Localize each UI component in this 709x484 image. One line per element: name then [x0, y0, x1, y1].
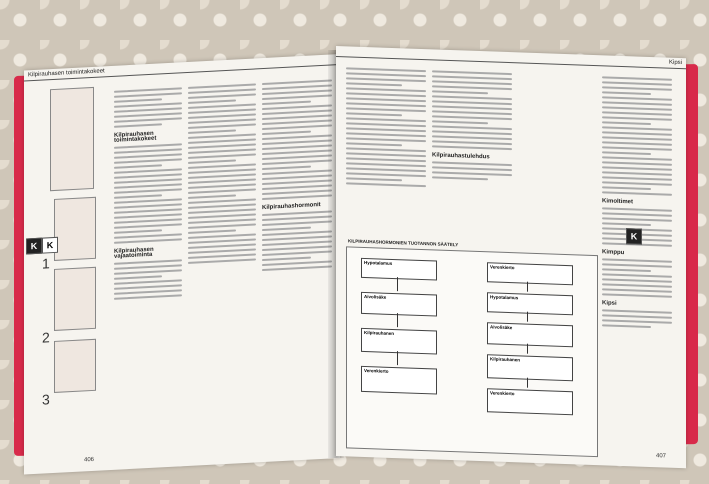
flow-arrow: [527, 312, 528, 322]
gland-illustration-3: [54, 339, 96, 393]
left-text-column-2: [188, 80, 256, 454]
alphabet-tab-k-left-dark: K: [26, 238, 42, 255]
heading-kipsi: Kipsi: [602, 300, 617, 307]
flow-arrow: [527, 344, 528, 354]
gland-illustration-2: [54, 267, 96, 331]
left-page: [24, 54, 340, 475]
figure-number-3: 3: [42, 391, 50, 408]
heading-hypothyroidism: Kilpirauhasen vajaatoiminta: [114, 246, 154, 260]
flow-arrow: [527, 282, 528, 292]
right-text-column-3: [602, 73, 672, 455]
heading-kimoltimet: Kimoltimet: [602, 198, 634, 206]
left-text-column-3: [262, 76, 332, 450]
heading-thyroiditis: Kilpirauhastulehdus: [432, 152, 490, 161]
flow-box-left-3: Verenkierto: [361, 366, 437, 395]
flow-box-right-4: Verenkierto: [487, 388, 573, 415]
heading-kimppu: Kimppu: [602, 249, 625, 257]
flow-box-left-2: Kilpirauhanen: [361, 328, 437, 355]
flow-arrow: [397, 351, 398, 365]
left-text-column-1: [114, 84, 182, 458]
heading-thyroid-hormones: Kilpirauhashormonit: [262, 202, 321, 212]
flow-box-left-1: Aivolisäke: [361, 292, 437, 317]
open-book: [10, 40, 700, 466]
gland-illustration-1: [54, 197, 96, 261]
flow-box-right-1: Hypotalamus: [487, 292, 573, 315]
flow-box-left-0: Hypotalamus: [361, 258, 437, 281]
alphabet-tab-k-right: K: [626, 228, 642, 245]
flow-box-right-3: Kilpirauhanen: [487, 354, 573, 381]
right-text-column-1: [346, 64, 426, 237]
hormone-regulation-flowchart: [346, 246, 598, 457]
flow-arrow: [527, 378, 528, 388]
right-page: [336, 46, 686, 468]
left-page-number: 406: [84, 456, 95, 464]
flow-box-right-0: Verenkierto: [487, 262, 573, 285]
heading-thyroid-function-tests: Kilpirauhasen toimintakokeet: [114, 130, 157, 144]
right-text-column-2: [432, 67, 512, 240]
right-page-number: 407: [655, 453, 666, 460]
alphabet-tab-k-left: K: [42, 237, 58, 254]
right-page-header: Kipsi: [336, 46, 686, 69]
flow-arrow: [397, 277, 398, 291]
throat-illustration: [50, 87, 94, 191]
flow-arrow: [397, 313, 398, 327]
flow-box-right-2: Aivolisäke: [487, 322, 573, 347]
flow-diagram-title: KILPIRAUHASHORMONIEN TUOTANNON SÄÄTELY: [348, 238, 459, 248]
figure-number-2: 2: [42, 329, 50, 346]
left-page-header: Kilpirauhasen toimintakokeet: [24, 54, 340, 82]
figure-number-1: 1: [42, 255, 50, 272]
